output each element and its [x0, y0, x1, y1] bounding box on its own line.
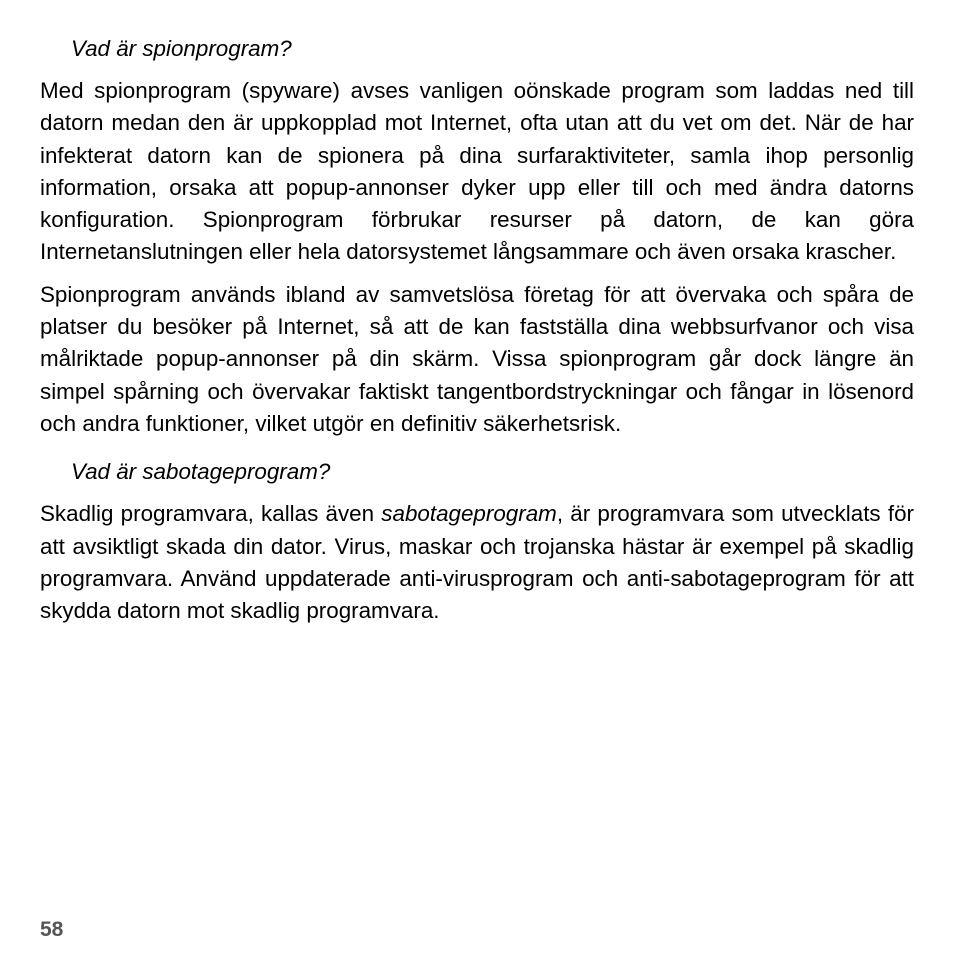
malware-term: sabotageprogram	[381, 501, 557, 527]
section-heading-spyware: Vad är spionprogram?	[71, 36, 292, 61]
page-number: 58	[40, 918, 64, 941]
paragraph-spyware-definition: Med spionprogram (spyware) avses vanligen oönskade program som laddas ned till datorn medan den är uppkopplad mot Internet, ofta utan att du vet om det. När de har infekterat datorn kan de spionera på dina surfaraktiviteter, samla ihop personlig information, orsaka att popup-annonser dyker upp eller till och med ändra datorns konfiguration. Spionprogram förbrukar resurser på datorn, de kan göra Internetanslutningen eller hela datorsystemet långsammare och även orsaka krascher.	[40, 78, 914, 265]
section-heading-malware: Vad är sabotageprogram?	[71, 459, 331, 485]
paragraph-malware-text-end: , är programvara som utvecklats för att avsiktligt skada din dator. Virus, maskar och trojanska hästar är exempel på skadlig programvara. Använd uppdaterade anti-virusprogram och anti-sabotageprogram för att skydda datorn mot skadlig programvara.	[40, 501, 914, 624]
paragraph-malware-definition	[40, 498, 914, 627]
document-page	[40, 33, 914, 637]
paragraph-malware-text-start: Skadlig programvara, kallas även	[40, 501, 382, 527]
paragraph-spyware-usage: Spionprogram används ibland av samvetslösa företag för att övervaka och spåra de platser du besöker på Internet, så att de kan fastställa dina webbsurfvanor och visa målriktade popup-annonser på din skärm. Vissa spionprogram går dock längre än simpel spårning och övervakar faktiskt tangentbordstryckningar och fångar in lösenord och andra funktioner, vilket utgör en definitiv säkerhetsrisk.	[40, 281, 914, 436]
